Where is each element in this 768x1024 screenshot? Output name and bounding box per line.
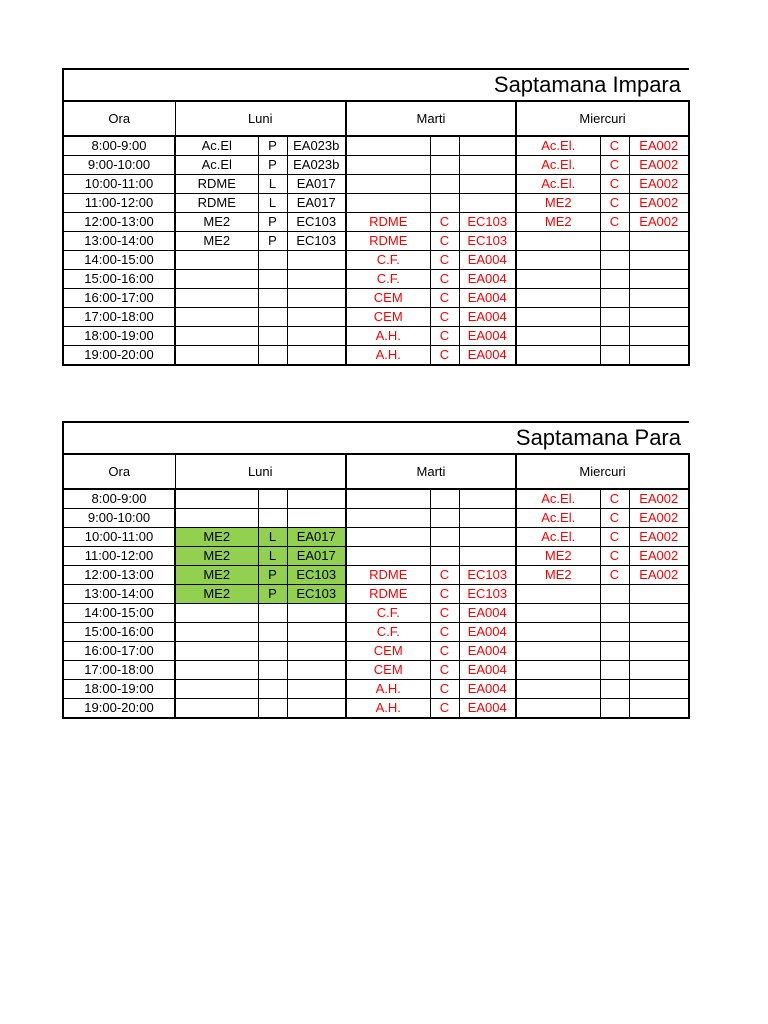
cell-miercuri-room: EA002: [629, 547, 689, 566]
cell-miercuri-course: [516, 251, 600, 270]
cell-marti-type: C: [430, 251, 459, 270]
cell-marti-room: EA004: [459, 604, 516, 623]
cell-marti-type: C: [430, 308, 459, 327]
cell-luni-course: [175, 251, 258, 270]
cell-luni-type: [258, 642, 287, 661]
cell-luni-course: ME2: [175, 232, 258, 251]
cell-luni-type: L: [258, 528, 287, 547]
cell-luni-room: EA017: [287, 175, 346, 194]
cell-miercuri-type: [600, 289, 629, 308]
cell-marti-room: EA004: [459, 270, 516, 289]
cell-miercuri-room: [629, 585, 689, 604]
cell-luni-room: EA017: [287, 194, 346, 213]
cell-marti-course: [346, 547, 430, 566]
cell-luni-type: [258, 680, 287, 699]
cell-luni-course: RDME: [175, 194, 258, 213]
table-row: [63, 156, 689, 175]
cell-miercuri-course: [516, 289, 600, 308]
cell-luni-room: EA023b: [287, 156, 346, 175]
cell-time: 17:00-18:00: [63, 308, 175, 327]
cell-time: 19:00-20:00: [63, 346, 175, 366]
cell-miercuri-course: Ac.El.: [516, 528, 600, 547]
table-row: [63, 699, 689, 719]
cell-miercuri-room: [629, 623, 689, 642]
table-row: [63, 232, 689, 251]
cell-miercuri-type: [600, 604, 629, 623]
cell-luni-type: [258, 509, 287, 528]
cell-marti-type: C: [430, 327, 459, 346]
cell-luni-type: [258, 604, 287, 623]
cell-luni-course: [175, 308, 258, 327]
cell-luni-type: [258, 308, 287, 327]
cell-marti-course: C.F.: [346, 251, 430, 270]
cell-luni-room: [287, 509, 346, 528]
cell-miercuri-type: [600, 270, 629, 289]
cell-miercuri-type: C: [600, 547, 629, 566]
cell-marti-room: [459, 528, 516, 547]
cell-luni-type: [258, 289, 287, 308]
cell-miercuri-room: [629, 232, 689, 251]
cell-marti-course: A.H.: [346, 346, 430, 366]
cell-luni-type: P: [258, 566, 287, 585]
cell-miercuri-course: ME2: [516, 566, 600, 585]
cell-time: 13:00-14:00: [63, 585, 175, 604]
cell-luni-room: [287, 327, 346, 346]
cell-luni-type: [258, 346, 287, 366]
cell-miercuri-course: [516, 604, 600, 623]
cell-marti-room: [459, 489, 516, 509]
table-row: [63, 661, 689, 680]
cell-luni-course: [175, 623, 258, 642]
cell-miercuri-room: [629, 661, 689, 680]
cell-miercuri-course: [516, 642, 600, 661]
cell-miercuri-room: [629, 289, 689, 308]
cell-miercuri-course: Ac.El.: [516, 136, 600, 156]
cell-marti-room: [459, 136, 516, 156]
cell-marti-course: A.H.: [346, 327, 430, 346]
cell-miercuri-course: ME2: [516, 547, 600, 566]
cell-marti-type: C: [430, 585, 459, 604]
cell-marti-type: C: [430, 680, 459, 699]
cell-marti-room: EA004: [459, 623, 516, 642]
cell-time: 19:00-20:00: [63, 699, 175, 719]
cell-time: 15:00-16:00: [63, 270, 175, 289]
cell-luni-room: EC103: [287, 585, 346, 604]
cell-marti-type: [430, 547, 459, 566]
table-row: [63, 289, 689, 308]
cell-marti-course: [346, 194, 430, 213]
cell-luni-course: ME2: [175, 213, 258, 232]
cell-luni-type: P: [258, 156, 287, 175]
cell-miercuri-room: [629, 251, 689, 270]
cell-miercuri-course: [516, 346, 600, 366]
cell-marti-course: CEM: [346, 289, 430, 308]
cell-time: 16:00-17:00: [63, 642, 175, 661]
cell-time: 17:00-18:00: [63, 661, 175, 680]
cell-miercuri-type: [600, 661, 629, 680]
cell-marti-course: RDME: [346, 566, 430, 585]
cell-miercuri-room: EA002: [629, 489, 689, 509]
table-row: [63, 213, 689, 232]
cell-marti-course: C.F.: [346, 623, 430, 642]
cell-luni-course: [175, 604, 258, 623]
cell-luni-room: EC103: [287, 566, 346, 585]
cell-time: 15:00-16:00: [63, 623, 175, 642]
cell-miercuri-type: C: [600, 528, 629, 547]
cell-miercuri-course: [516, 308, 600, 327]
table-row: [63, 623, 689, 642]
cell-marti-type: [430, 489, 459, 509]
cell-marti-type: [430, 528, 459, 547]
cell-time: 18:00-19:00: [63, 680, 175, 699]
cell-marti-course: C.F.: [346, 604, 430, 623]
table-row: [63, 585, 689, 604]
cell-marti-type: [430, 175, 459, 194]
cell-luni-type: [258, 270, 287, 289]
cell-marti-course: A.H.: [346, 680, 430, 699]
cell-time: 14:00-15:00: [63, 251, 175, 270]
cell-marti-room: EA004: [459, 642, 516, 661]
cell-miercuri-type: C: [600, 509, 629, 528]
cell-miercuri-type: C: [600, 489, 629, 509]
cell-luni-course: [175, 509, 258, 528]
cell-luni-room: [287, 623, 346, 642]
cell-luni-type: P: [258, 213, 287, 232]
cell-marti-course: A.H.: [346, 699, 430, 719]
cell-time: 11:00-12:00: [63, 547, 175, 566]
cell-luni-room: EA017: [287, 528, 346, 547]
cell-marti-course: CEM: [346, 308, 430, 327]
cell-luni-room: [287, 661, 346, 680]
header-miercuri: Miercuri: [516, 101, 689, 136]
cell-miercuri-course: Ac.El.: [516, 156, 600, 175]
cell-luni-type: L: [258, 194, 287, 213]
cell-miercuri-type: [600, 699, 629, 719]
cell-luni-type: P: [258, 585, 287, 604]
cell-marti-room: EC103: [459, 232, 516, 251]
cell-luni-room: [287, 270, 346, 289]
cell-luni-course: [175, 699, 258, 719]
cell-marti-room: [459, 194, 516, 213]
header-luni: Luni: [175, 454, 346, 489]
table-row: [63, 136, 689, 156]
cell-miercuri-type: C: [600, 136, 629, 156]
cell-time: 8:00-9:00: [63, 136, 175, 156]
cell-luni-course: [175, 289, 258, 308]
cell-miercuri-course: [516, 680, 600, 699]
cell-time: 9:00-10:00: [63, 509, 175, 528]
header-marti: Marti: [346, 454, 516, 489]
cell-marti-course: RDME: [346, 585, 430, 604]
cell-marti-room: EA004: [459, 680, 516, 699]
table-row: [63, 327, 689, 346]
cell-miercuri-room: [629, 308, 689, 327]
cell-miercuri-course: [516, 270, 600, 289]
cell-miercuri-type: [600, 680, 629, 699]
cell-marti-room: EA004: [459, 346, 516, 366]
cell-marti-type: C: [430, 346, 459, 366]
cell-luni-room: [287, 489, 346, 509]
cell-miercuri-course: ME2: [516, 194, 600, 213]
cell-marti-room: [459, 175, 516, 194]
cell-luni-course: RDME: [175, 175, 258, 194]
cell-time: 9:00-10:00: [63, 156, 175, 175]
cell-luni-room: EA023b: [287, 136, 346, 156]
cell-luni-course: [175, 642, 258, 661]
cell-luni-course: [175, 489, 258, 509]
cell-miercuri-type: [600, 308, 629, 327]
cell-marti-course: CEM: [346, 642, 430, 661]
cell-marti-type: [430, 156, 459, 175]
cell-miercuri-room: EA002: [629, 175, 689, 194]
cell-luni-type: [258, 661, 287, 680]
cell-miercuri-type: [600, 251, 629, 270]
cell-marti-room: [459, 547, 516, 566]
cell-marti-course: RDME: [346, 213, 430, 232]
cell-luni-room: EA017: [287, 547, 346, 566]
cell-luni-type: L: [258, 547, 287, 566]
cell-miercuri-room: EA002: [629, 156, 689, 175]
cell-marti-type: [430, 194, 459, 213]
cell-marti-type: C: [430, 604, 459, 623]
cell-luni-room: [287, 308, 346, 327]
cell-time: 14:00-15:00: [63, 604, 175, 623]
cell-marti-room: EA004: [459, 251, 516, 270]
cell-luni-course: [175, 680, 258, 699]
table-row: [63, 346, 689, 366]
cell-marti-room: EA004: [459, 699, 516, 719]
cell-time: 10:00-11:00: [63, 528, 175, 547]
cell-luni-type: [258, 489, 287, 509]
cell-marti-course: [346, 156, 430, 175]
cell-luni-type: P: [258, 232, 287, 251]
cell-miercuri-course: Ac.El.: [516, 489, 600, 509]
cell-luni-course: [175, 661, 258, 680]
cell-marti-course: C.F.: [346, 270, 430, 289]
cell-time: 8:00-9:00: [63, 489, 175, 509]
table-row: [63, 642, 689, 661]
cell-marti-room: EA004: [459, 289, 516, 308]
header-ora: Ora: [63, 101, 175, 136]
cell-luni-type: [258, 327, 287, 346]
table-row: [63, 547, 689, 566]
cell-luni-room: [287, 699, 346, 719]
header-ora: Ora: [63, 454, 175, 489]
cell-luni-type: [258, 623, 287, 642]
cell-marti-course: [346, 489, 430, 509]
cell-miercuri-room: [629, 346, 689, 366]
cell-luni-room: [287, 680, 346, 699]
cell-miercuri-course: ME2: [516, 213, 600, 232]
cell-miercuri-type: [600, 346, 629, 366]
header-marti: Marti: [346, 101, 516, 136]
cell-luni-type: L: [258, 175, 287, 194]
cell-luni-course: Ac.El: [175, 136, 258, 156]
cell-luni-room: [287, 251, 346, 270]
cell-miercuri-course: [516, 327, 600, 346]
cell-miercuri-room: EA002: [629, 213, 689, 232]
cell-miercuri-type: [600, 585, 629, 604]
cell-luni-room: [287, 346, 346, 366]
cell-luni-room: EC103: [287, 213, 346, 232]
cell-time: 12:00-13:00: [63, 213, 175, 232]
table-title: Saptamana Impara: [63, 69, 689, 101]
cell-marti-type: C: [430, 289, 459, 308]
cell-marti-room: EA004: [459, 661, 516, 680]
cell-marti-room: EA004: [459, 327, 516, 346]
table-row: [63, 308, 689, 327]
cell-luni-course: [175, 346, 258, 366]
cell-miercuri-type: [600, 642, 629, 661]
cell-luni-room: [287, 604, 346, 623]
cell-luni-room: [287, 642, 346, 661]
cell-marti-room: EC103: [459, 566, 516, 585]
cell-miercuri-course: [516, 623, 600, 642]
cell-miercuri-type: C: [600, 156, 629, 175]
schedule-table-odd-week: [62, 68, 690, 366]
even-week-body: [63, 422, 689, 718]
cell-luni-course: ME2: [175, 585, 258, 604]
cell-marti-course: CEM: [346, 661, 430, 680]
cell-marti-type: C: [430, 566, 459, 585]
cell-marti-type: C: [430, 699, 459, 719]
table-row: [63, 604, 689, 623]
cell-marti-room: EA004: [459, 308, 516, 327]
cell-luni-course: ME2: [175, 566, 258, 585]
cell-marti-type: C: [430, 623, 459, 642]
cell-marti-course: [346, 509, 430, 528]
table-row: [63, 680, 689, 699]
cell-marti-course: [346, 175, 430, 194]
cell-luni-type: [258, 251, 287, 270]
cell-marti-course: [346, 136, 430, 156]
cell-miercuri-course: [516, 232, 600, 251]
cell-miercuri-room: [629, 642, 689, 661]
cell-marti-room: [459, 156, 516, 175]
cell-miercuri-type: C: [600, 213, 629, 232]
cell-miercuri-type: C: [600, 175, 629, 194]
cell-miercuri-type: C: [600, 566, 629, 585]
cell-marti-type: [430, 509, 459, 528]
cell-time: 18:00-19:00: [63, 327, 175, 346]
table-row: [63, 528, 689, 547]
cell-miercuri-room: EA002: [629, 509, 689, 528]
cell-luni-course: ME2: [175, 528, 258, 547]
odd-week-body: [63, 69, 689, 365]
cell-luni-type: [258, 699, 287, 719]
cell-marti-course: [346, 528, 430, 547]
cell-miercuri-room: [629, 699, 689, 719]
cell-marti-type: C: [430, 270, 459, 289]
table-row: [63, 509, 689, 528]
cell-marti-type: [430, 136, 459, 156]
cell-miercuri-course: [516, 699, 600, 719]
cell-marti-type: C: [430, 213, 459, 232]
cell-miercuri-course: [516, 585, 600, 604]
cell-miercuri-room: [629, 327, 689, 346]
cell-luni-type: P: [258, 136, 287, 156]
cell-marti-room: EC103: [459, 585, 516, 604]
table-row: [63, 251, 689, 270]
header-miercuri: Miercuri: [516, 454, 689, 489]
cell-miercuri-course: Ac.El.: [516, 509, 600, 528]
table-title: Saptamana Para: [63, 422, 689, 454]
cell-miercuri-course: Ac.El.: [516, 175, 600, 194]
cell-miercuri-room: [629, 270, 689, 289]
table-row: [63, 194, 689, 213]
cell-luni-room: EC103: [287, 232, 346, 251]
cell-miercuri-room: EA002: [629, 136, 689, 156]
cell-marti-type: C: [430, 232, 459, 251]
cell-miercuri-type: [600, 327, 629, 346]
schedule-table-even-week: [62, 421, 690, 719]
cell-miercuri-room: EA002: [629, 566, 689, 585]
cell-time: 13:00-14:00: [63, 232, 175, 251]
cell-marti-course: RDME: [346, 232, 430, 251]
cell-luni-course: [175, 270, 258, 289]
cell-luni-course: ME2: [175, 547, 258, 566]
cell-luni-course: Ac.El: [175, 156, 258, 175]
cell-marti-room: [459, 509, 516, 528]
cell-miercuri-room: EA002: [629, 528, 689, 547]
table-row: [63, 175, 689, 194]
cell-miercuri-room: [629, 680, 689, 699]
cell-time: 10:00-11:00: [63, 175, 175, 194]
cell-miercuri-type: [600, 232, 629, 251]
cell-time: 11:00-12:00: [63, 194, 175, 213]
cell-luni-room: [287, 289, 346, 308]
cell-miercuri-type: C: [600, 194, 629, 213]
cell-miercuri-room: [629, 604, 689, 623]
cell-marti-type: C: [430, 661, 459, 680]
table-row: [63, 566, 689, 585]
cell-time: 12:00-13:00: [63, 566, 175, 585]
table-row: [63, 270, 689, 289]
table-row: [63, 489, 689, 509]
cell-miercuri-room: EA002: [629, 194, 689, 213]
cell-marti-room: EC103: [459, 213, 516, 232]
header-luni: Luni: [175, 101, 346, 136]
cell-luni-course: [175, 327, 258, 346]
cell-miercuri-course: [516, 661, 600, 680]
cell-miercuri-type: [600, 623, 629, 642]
cell-time: 16:00-17:00: [63, 289, 175, 308]
cell-marti-type: C: [430, 642, 459, 661]
